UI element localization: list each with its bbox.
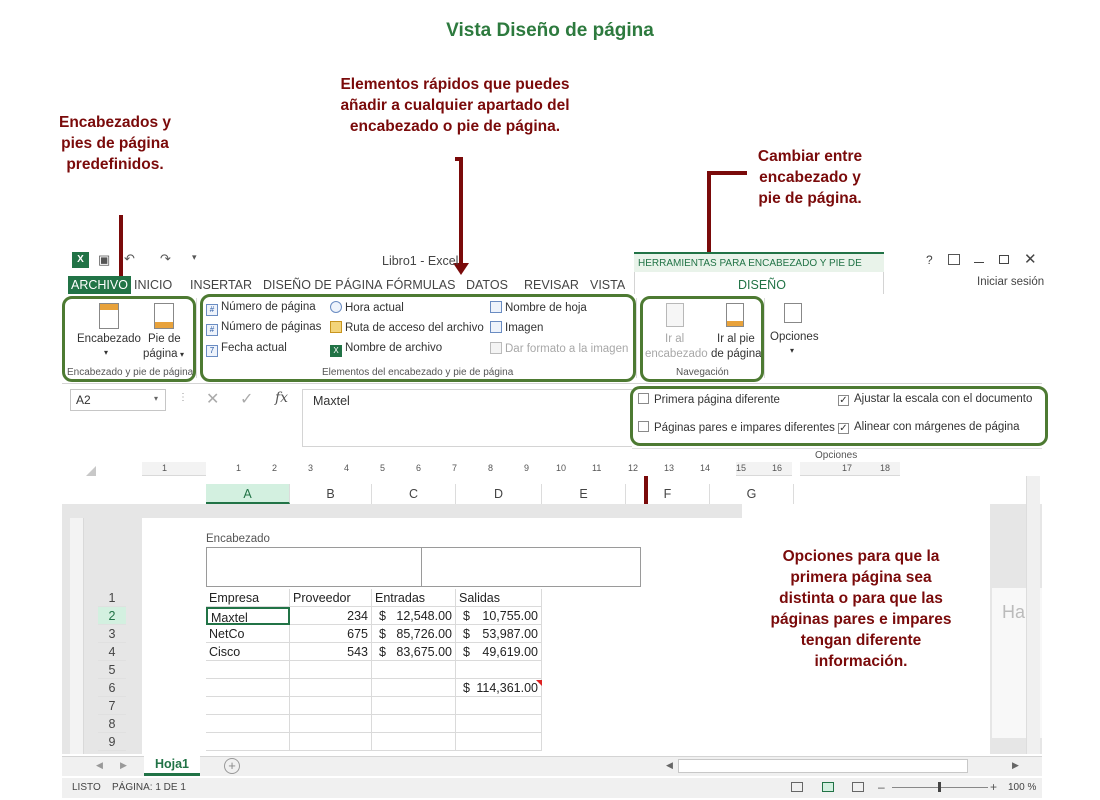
hscroll-right-icon[interactable]: ▶ (1012, 760, 1019, 770)
column-header-g[interactable]: G (710, 484, 794, 504)
annotation-line: tengan diferente (800, 632, 922, 649)
horizontal-scrollbar[interactable] (678, 759, 968, 773)
status-bar (62, 778, 1042, 798)
checkbox-checked: ✓ (839, 395, 848, 406)
next-page-preview: Ha (992, 588, 1042, 738)
cell-d2-symbol: $ (463, 609, 470, 623)
ruler-number: 15 (736, 463, 747, 473)
excel-logo-icon: X (72, 252, 89, 268)
annotation-line: páginas pares e impares (770, 611, 952, 628)
cell-b7[interactable] (290, 697, 372, 715)
add-sheet-icon[interactable]: + (224, 758, 240, 774)
normal-view-icon[interactable] (791, 782, 803, 792)
restore-icon[interactable] (999, 255, 1009, 264)
row-header[interactable]: 1 (98, 589, 126, 607)
page-title: Vista Diseño de página (446, 20, 654, 41)
annotation-line: Cambiar entre (757, 148, 863, 165)
options-divider (632, 448, 1042, 449)
label: Fecha actual (221, 342, 287, 354)
header-label: Encabezado (206, 533, 270, 545)
tab-inicio[interactable]: INICIO (134, 278, 173, 292)
cell-b9[interactable] (290, 733, 372, 751)
label: Nombre de archivo (345, 342, 443, 354)
cell-d9[interactable] (456, 733, 542, 751)
cancel-icon[interactable]: ✕ (206, 391, 220, 408)
tab-datos[interactable]: DATOS (466, 278, 508, 292)
annotation-line: encabezado o pie de página. (349, 118, 561, 135)
undo-icon[interactable]: ↶ (124, 251, 135, 266)
tab-vista[interactable]: VISTA (590, 278, 626, 292)
label: Nombre de hoja (505, 302, 587, 314)
close-icon[interactable]: ✕ (1024, 251, 1037, 268)
name-box[interactable]: A2 (70, 389, 166, 411)
label: Dar formato a la imagen (505, 343, 629, 355)
row-header[interactable]: 8 (98, 715, 126, 733)
cell-d4-symbol: $ (463, 645, 470, 659)
group-separator (764, 298, 765, 378)
cell-a8[interactable] (206, 715, 290, 733)
annotation-line: pies de página (61, 135, 169, 152)
cell-b5[interactable] (290, 661, 372, 679)
row-header[interactable]: 3 (98, 625, 126, 643)
cell-d2[interactable]: 10,755.00 (456, 607, 542, 625)
cell-b1[interactable]: Proveedor (290, 589, 372, 607)
zoom-level[interactable]: 100 % (1008, 782, 1037, 793)
header-dropdown-icon[interactable]: ▾ (104, 348, 109, 357)
formula-more-icon: ⋮ (178, 392, 188, 403)
ruler-number: 11 (592, 463, 602, 473)
ruler-number: 1 (162, 463, 168, 473)
status-ready: LISTO (72, 782, 101, 793)
contextual-tools-title: HERRAMIENTAS PARA ENCABEZADO Y PIE DE (634, 252, 884, 272)
ruler-number: 4 (344, 463, 350, 473)
column-header-c[interactable]: C (372, 484, 456, 504)
cell-b3[interactable]: 675 (290, 625, 372, 643)
cell-a5[interactable] (206, 661, 290, 679)
ruler-number: 9 (524, 463, 530, 473)
group-separator (196, 298, 197, 378)
next-sheet-icon[interactable]: ▶ (120, 760, 127, 770)
cell-a9[interactable] (206, 733, 290, 751)
window-title: Libro1 - Excel (382, 254, 459, 268)
cell-a7[interactable] (206, 697, 290, 715)
cell-c9[interactable] (372, 733, 456, 751)
annotation-line: pie de página. (758, 190, 862, 207)
insert-function-icon[interactable]: fx (275, 390, 289, 406)
row-header[interactable]: 6 (98, 679, 126, 697)
ruler-number: 18 (880, 463, 891, 473)
cell-c3[interactable]: 85,726.00 (372, 625, 456, 643)
ruler-number: 2 (272, 463, 278, 473)
redo-icon[interactable]: ↷ (160, 251, 171, 266)
annotation-switch (740, 146, 880, 209)
cell-d3[interactable]: 53,987.00 (456, 625, 542, 643)
label: Hora actual (345, 302, 404, 314)
tab-revisar[interactable]: REVISAR (524, 278, 579, 292)
tab-diseno-contextual[interactable]: DISEÑO (738, 278, 786, 292)
footer-dropdown-icon[interactable]: ▾ (180, 350, 185, 359)
cell-c6[interactable] (372, 679, 456, 697)
cell-c7[interactable] (372, 697, 456, 715)
page-number-icon: # (206, 304, 218, 316)
row-header[interactable]: 2 (98, 607, 126, 625)
customize-qat-icon[interactable]: ▾ (192, 252, 197, 262)
cell-d5[interactable] (456, 661, 542, 679)
group-label-elements: Elementos del encabezado y pie de página (322, 367, 514, 378)
cell-a3[interactable]: NetCo (206, 625, 290, 643)
cell-d8[interactable] (456, 715, 542, 733)
cell-a1[interactable]: Empresa (206, 589, 290, 607)
footer-button-line2[interactable]: página (143, 348, 178, 360)
ruler-number: 3 (308, 463, 314, 473)
annotation-quick-elements (300, 74, 610, 137)
vertical-ruler (70, 518, 84, 754)
ruler-number: 16 (772, 463, 783, 473)
annotation-line: distinta o para que las (779, 590, 943, 607)
options-icon (784, 303, 802, 323)
cell-b2[interactable]: 234 (290, 607, 372, 625)
label: Alinear con márgenes de página (854, 421, 1020, 433)
cell-c3-symbol: $ (379, 627, 386, 641)
ruler-number: 6 (416, 463, 422, 473)
cell-a4[interactable]: Cisco (206, 643, 290, 661)
page-count-icon: # (206, 324, 218, 336)
checkbox-checked: ✓ (839, 423, 848, 434)
annotation-line: predefinidos. (66, 156, 164, 173)
formula-input[interactable]: Maxtel (302, 389, 634, 447)
namebox-dropdown-icon[interactable]: ▾ (154, 394, 159, 403)
zoom-slider-thumb[interactable] (938, 782, 941, 792)
arrow-quick-elements-stem (459, 157, 463, 263)
cell-a6[interactable] (206, 679, 290, 697)
ruler-number: 1 (236, 463, 242, 473)
arrow-predefined (119, 215, 123, 283)
ruler-number: 13 (664, 463, 675, 473)
ruler-active-zone (206, 462, 736, 476)
ruler-right-segment (800, 462, 900, 476)
arrow-switch-h (707, 171, 747, 175)
cell-c1[interactable]: Entradas (372, 589, 456, 607)
ruler-number: 10 (556, 463, 567, 473)
cell-d7[interactable] (456, 697, 542, 715)
label: Número de páginas (221, 321, 322, 333)
page-break-view-icon[interactable] (852, 782, 864, 792)
calendar-icon: 7 (206, 345, 218, 357)
column-header-b[interactable]: B (290, 484, 372, 504)
group-label-header-footer: Encabezado y pie de página (67, 367, 194, 378)
cell-d3-symbol: $ (463, 627, 470, 641)
ribbon-display-icon[interactable] (948, 254, 960, 265)
go-to-footer-button-line1[interactable]: Ir al pie (717, 333, 755, 345)
go-to-header-button-line2[interactable]: encabezado (645, 348, 708, 360)
cell-c5[interactable] (372, 661, 456, 679)
header-button[interactable]: Encabezado (77, 333, 141, 345)
zoom-out-icon[interactable]: – (878, 780, 885, 794)
annotation-line: Encabezados y (59, 114, 171, 131)
ruler-number: 17 (842, 463, 853, 473)
annotation-line: Opciones para que la (782, 548, 940, 565)
header-left-section[interactable] (206, 547, 422, 587)
label: Ruta de acceso del archivo (345, 322, 484, 334)
row-header[interactable]: 7 (98, 697, 126, 715)
comment-indicator (536, 680, 542, 686)
annotation-line: Elementos rápidos que puedes (340, 76, 570, 93)
ruler-number: 14 (700, 463, 711, 473)
tab-formulas[interactable]: FÓRMULAS (386, 278, 456, 292)
label: Número de página (221, 301, 316, 313)
cell-c4[interactable]: 83,675.00 (372, 643, 456, 661)
hscroll-left-icon[interactable]: ◀ (666, 760, 673, 770)
row-header[interactable]: 5 (98, 661, 126, 679)
label: Páginas pares e impares diferentes (654, 422, 835, 434)
highlight-options-panel (630, 386, 1048, 446)
group-label-navigation: Navegación (676, 367, 729, 378)
column-header-f[interactable]: F (626, 484, 710, 504)
cell-b8[interactable] (290, 715, 372, 733)
prev-sheet-icon[interactable]: ◀ (96, 760, 103, 770)
footer-button-line1[interactable]: Pie de (148, 333, 181, 345)
column-header-d[interactable]: D (456, 484, 542, 504)
cell-b4[interactable]: 543 (290, 643, 372, 661)
go-to-footer-button-line2[interactable]: de página (711, 348, 762, 360)
label: Primera página diferente (654, 394, 780, 406)
group-separator (636, 298, 637, 378)
ruler-number: 8 (488, 463, 494, 473)
cell-b6[interactable] (290, 679, 372, 697)
enter-icon[interactable]: ✓ (240, 391, 254, 408)
cell-d6[interactable]: 114,361.00 (456, 679, 542, 697)
save-icon[interactable]: ▣ (98, 252, 111, 267)
options-dropdown-icon[interactable]: ▾ (790, 346, 795, 355)
column-header-a[interactable]: A (206, 484, 290, 504)
highlight-header-footer-group (62, 296, 196, 382)
horizontal-ruler (142, 462, 792, 476)
cell-d6-symbol: $ (463, 681, 470, 695)
cell-c2-symbol: $ (379, 609, 386, 623)
row-header[interactable]: 9 (98, 733, 126, 751)
annotation-line: información. (814, 653, 908, 670)
minimize-icon[interactable] (974, 262, 984, 263)
annotation-predefined (40, 112, 190, 175)
zoom-in-icon[interactable]: + (990, 780, 998, 794)
tab-archivo[interactable]: ARCHIVO (68, 276, 131, 294)
options-button[interactable]: Opciones (770, 331, 819, 343)
label: Imagen (505, 322, 544, 334)
tab-diseno-pagina[interactable]: DISEÑO DE PÁGINA (263, 278, 383, 292)
status-page: PÁGINA: 1 DE 1 (112, 782, 186, 793)
annotation-line: encabezado y (759, 169, 861, 186)
ruler-number: 12 (628, 463, 639, 473)
select-all-corner[interactable] (86, 466, 96, 476)
cell-d4[interactable]: 49,619.00 (456, 643, 542, 661)
annotation-line: añadir a cualquier apartado del (340, 97, 570, 114)
help-button[interactable]: ? (926, 253, 933, 267)
column-header-e[interactable]: E (542, 484, 626, 504)
label: Ajustar la escala con el documento (854, 393, 1033, 405)
header-center-section[interactable] (421, 547, 641, 587)
tab-insertar[interactable]: INSERTAR (190, 278, 253, 292)
sheet-tab-hoja1[interactable]: Hoja1 (144, 754, 200, 776)
ruler-number: 5 (380, 463, 386, 473)
cell-c8[interactable] (372, 715, 456, 733)
cell-c4-symbol: $ (379, 645, 386, 659)
cell-a2[interactable]: Maxtel (206, 607, 290, 625)
group-label-options: Opciones (815, 450, 858, 461)
vertical-scrollbar[interactable] (1026, 476, 1040, 754)
page-layout-view-icon[interactable] (822, 782, 834, 792)
highlight-navigation-group (640, 296, 764, 382)
signin-link[interactable]: Iniciar sesión (977, 276, 1045, 288)
annotation-line: primera página sea (790, 569, 932, 586)
cell-d1[interactable]: Salidas (456, 589, 542, 607)
go-to-header-button-line1[interactable]: Ir al (665, 333, 685, 345)
highlight-elements-group (200, 294, 636, 382)
excel-file-icon: X (330, 345, 342, 357)
row-header[interactable]: 4 (98, 643, 126, 661)
cell-c2[interactable]: 12,548.00 (372, 607, 456, 625)
ruler-number: 7 (452, 463, 458, 473)
annotation-options (742, 546, 980, 672)
